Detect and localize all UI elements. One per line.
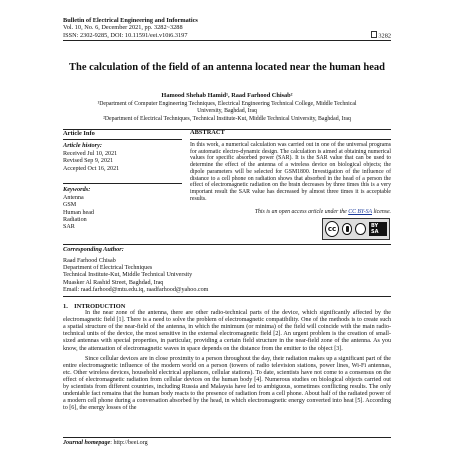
journal-header — [63, 17, 198, 39]
keyword: SAR — [63, 224, 75, 231]
corresponding-institute: Technical Institute-Kut, Middle Technical University — [63, 272, 193, 279]
keyword: Radiation — [63, 216, 87, 223]
corresponding-heading: Corresponding Author: — [63, 246, 124, 253]
history-heading: Article history: — [63, 142, 103, 149]
corresponding-email: Email: raad.farhood@mtu.edu.iq, raadfarhood@yahoo.com — [63, 286, 209, 293]
introduction-heading: 1. INTRODUCTION — [63, 303, 126, 310]
share-alike-icon — [355, 223, 366, 235]
accepted-date: Accepted Oct 16, 2021 — [63, 165, 120, 172]
license-note — [190, 209, 391, 215]
keyword: Antenna — [63, 195, 84, 202]
article-info-heading: Article Info — [63, 130, 95, 137]
page-number-text: 3282 — [378, 32, 391, 40]
license-prefix: This is an open access article under the — [254, 209, 349, 215]
cc-license-badge[interactable] — [322, 218, 390, 240]
license-type-label: BY SA — [369, 222, 387, 236]
affiliation-2: ²Department of Electrical Techniques, Technical Institute-Kut, Middle Technical University, Baghdad, Iraq — [103, 116, 351, 122]
volume-line: Vol. 10, No. 6, December 2021, pp. 3282~3288 — [63, 24, 183, 32]
footer-rule — [63, 437, 391, 438]
footer-label: Journal homepage — [63, 440, 111, 446]
affiliation-1-line2: University, Baghdad, Iraq — [197, 107, 257, 114]
affiliation-1 — [63, 101, 391, 114]
history-rule — [63, 183, 182, 184]
attribution-icon — [342, 223, 353, 235]
abstract-rule — [190, 139, 391, 140]
journal-footer — [63, 440, 148, 446]
corresponding-dept: Department of Electrical Techniques — [63, 265, 153, 272]
keywords-heading: Keywords: — [63, 186, 91, 193]
abstract-text: In this work, a numerical calculation was carried out in one of the universal programs for automatic electro-dynamic design. The calculation is aimed at obtaining numerical values for specific absorbed power (SAR). It is the SAR value that can be used to determine the effect of the antenna of a wireless device on biological objects; the dipole parameters will be selected for GSM1800. Investigation of the influence of distance to a cell phone on radiation shows that absorbed in the head of a person the effect of electromagnetic radiation on the brain decreases by three times this is a very important result the SAR value has decreased by almost three times it is acceptable results. — [190, 142, 391, 202]
keywords-block — [63, 186, 181, 231]
affiliation-1-line1: ¹Department of Computer Engineering Techniques, Electrical Engineering Technical College, Middle Technical — [97, 101, 357, 107]
header-rule — [63, 40, 391, 41]
corresponding-details — [63, 258, 303, 294]
abstract-heading: ABSTRACT — [190, 129, 225, 136]
article-history — [63, 142, 181, 173]
corresponding-rule-top — [63, 244, 391, 245]
introduction-paragraph-1: In the near zone of the antenna, there are other radio-technical parts of the device, which significantly affected by the electromagnetic field [1]. There is a need to solve the problem of electromagnetic compatibility. One of the methods is to create such a spatial structure of the near-field of the antenna, in which the minimum (or minima) of the field will coincide with the main radio-technical units of the device, the most sensitive in the external electromagnetic field [2]. An urgent problem is the creation of small-sized antennas with special properties, in particular, providing a certain field structure in the near-field zone of the antenna. As you know, the attenuation of electromagnetic waves in space depends on the distance from the emitter to the object [3]. — [63, 310, 391, 352]
authors: Hamood Shehab Hamid¹, Raad Farhood Chisab² — [161, 92, 293, 99]
introduction-section — [63, 303, 391, 412]
keyword: GSM — [63, 202, 77, 209]
page-number — [371, 31, 391, 40]
corresponding-address: Muasker Al Rashid Street, Baghdad, Iraq — [63, 279, 164, 286]
revised-date: Revised Sep 9, 2021 — [63, 158, 114, 165]
creative-commons-icon: cc — [325, 221, 339, 237]
corresponding-rule-bottom — [63, 296, 391, 297]
footer-url[interactable]: : http://beei.org — [110, 440, 148, 446]
paper-title: The calculation of the field of an antenna located near the human head — [69, 62, 385, 73]
issn-line: ISSN: 2302-9285, DOI: 10.11591/eei.v10i6.3197 — [63, 31, 188, 39]
journal-title: Bulletin of Electrical Engineering and Informatics — [63, 17, 198, 24]
cc-by-sa-link[interactable]: CC BY-SA — [348, 209, 372, 215]
keyword: Human head — [63, 209, 94, 216]
license-suffix: license. — [372, 209, 391, 215]
document-icon — [371, 31, 377, 38]
introduction-paragraph-2: Since cellular devices are in close proximity to a person throughout the day, their radiation makes up a significant part of the entire electromagnetic influence of the modern world on a person (towers of radio television stations, power lines, Wi-Fi antennas, etc. Other wireless devices, household electrical appliances, cellular stations). To date, scientists have not come to a consensus on the effect of electromagnetic radiation from cellular devices on the human body [4]. Numerous studies on biological objects carried out by scientists from different countries, including Russia and Malaysia have led to ambiguous, sometimes conflicting results. The only undeniable fact remains that the human body reacts to the presence of radiation from a cell phone. About half of the radiated power of a modern cell phone during a conversation absorbed by the head, in which electromagnetic energy converted into heat [5]. According to [6], the energy losses of the — [63, 355, 391, 412]
article-info-rule — [63, 139, 182, 140]
received-date: Received Jul 10, 2021 — [63, 151, 118, 158]
corresponding-name: Raad Farhood Chisab — [63, 258, 116, 264]
